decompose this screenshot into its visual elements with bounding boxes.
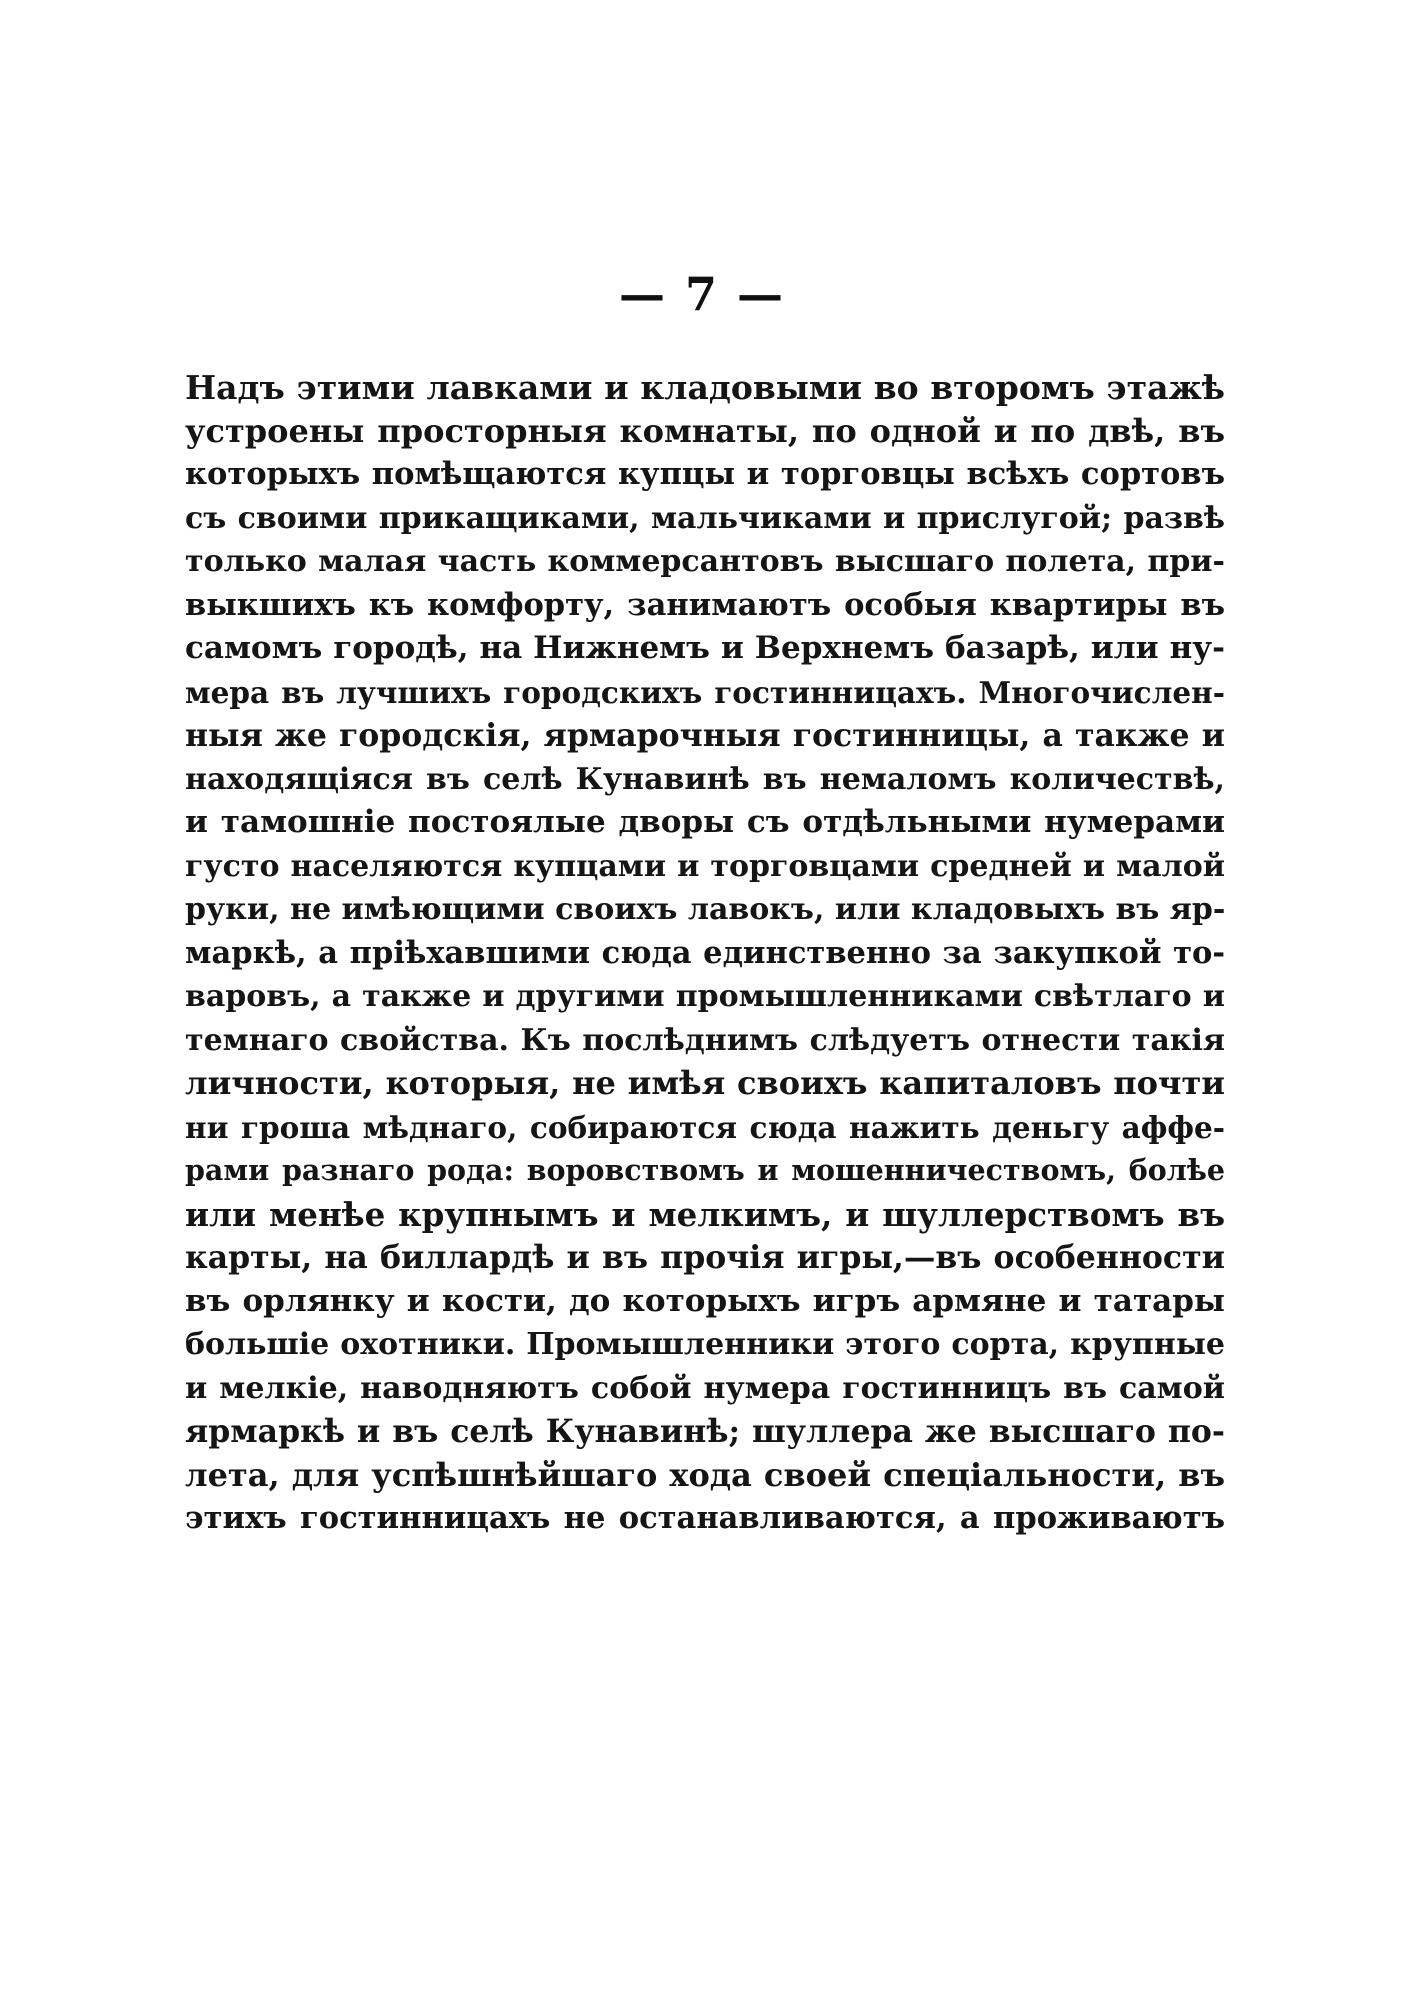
text-line: и мелкіе, наводняютъ собой нумера гостинницъ въ самой xyxy=(185,1370,1225,1406)
text-line: только малая часть коммерсантовъ высшаго полета, при- xyxy=(185,544,1225,579)
text-line: маркѣ, а пріѣхавшими сюда единственно за закупкой то- xyxy=(185,934,1225,971)
text-line: выкшихъ къ комфорту, занимаютъ особыя квартиры въ xyxy=(185,586,1225,623)
text-line: большіе охотники. Промышленники этого сорта, крупные xyxy=(185,1327,1225,1362)
text-line: и тамошніе постоялые дворы съ отдѣльными нумерами xyxy=(185,804,1225,840)
body-text xyxy=(185,366,1225,1541)
text-line: густо населяются купцами и торговцами средней и малой xyxy=(185,848,1225,884)
text-line: темнаго свойства. Къ послѣднимъ слѣдуетъ отнести такія xyxy=(185,1022,1225,1058)
text-line: личности, которыя, не имѣя своихъ капиталовъ почти xyxy=(185,1064,1225,1102)
text-line: этихъ гостинницахъ не останавливаются, а проживаютъ xyxy=(185,1500,1225,1536)
text-line: устроены просторныя комнаты, по одной и по двѣ, въ xyxy=(185,411,1225,450)
text-line: рами разнаго рода: воровствомъ и мошенничествомъ, болѣе xyxy=(185,1153,1225,1187)
text-line: ныя же городскія, ярмарочныя гостинницы, а также и xyxy=(185,717,1225,754)
text-line: въ орлянку и кости, до которыхъ игръ армяне и татары xyxy=(185,1282,1225,1319)
text-line: находящіяся въ селѣ Кунавинѣ въ немаломъ количествѣ, xyxy=(185,761,1225,797)
text-line: карты, на биллардѣ и въ прочія игры,—въ особенности xyxy=(185,1239,1225,1276)
text-line: съ своими прикащиками, мальчиками и прислугой; развѣ xyxy=(185,500,1225,536)
text-line: лета, для успѣшнѣйшаго хода своей спеціальности, въ xyxy=(185,1455,1225,1494)
text-line: ни гроша мѣднаго, собираются сюда нажить деньгу аффе- xyxy=(185,1109,1225,1145)
page-number: — 7 — xyxy=(618,267,786,321)
text-line: мера въ лучшихъ городскихъ гостинницахъ. Многочислен- xyxy=(185,674,1225,710)
text-line: которыхъ помѣщаются купцы и торговцы всѣхъ сортовъ xyxy=(185,456,1225,492)
text-line: варовъ, а также и другими промышленниками свѣтлаго и xyxy=(185,979,1225,1014)
text-line: руки, не имѣющими своихъ лавокъ, или кладовыхъ въ яр- xyxy=(185,892,1225,927)
text-line: Надъ этими лавками и кладовыми во второмъ этажѣ xyxy=(185,368,1225,407)
text-line: самомъ городѣ, на Нижнемъ и Верхнемъ базарѣ, или ну- xyxy=(185,630,1225,666)
text-line: ярмаркѣ и въ селѣ Кунавинѣ; шуллера же высшаго по- xyxy=(185,1413,1225,1450)
text-line: или менѣе крупнымъ и мелкимъ, и шуллерствомъ въ xyxy=(185,1194,1225,1234)
